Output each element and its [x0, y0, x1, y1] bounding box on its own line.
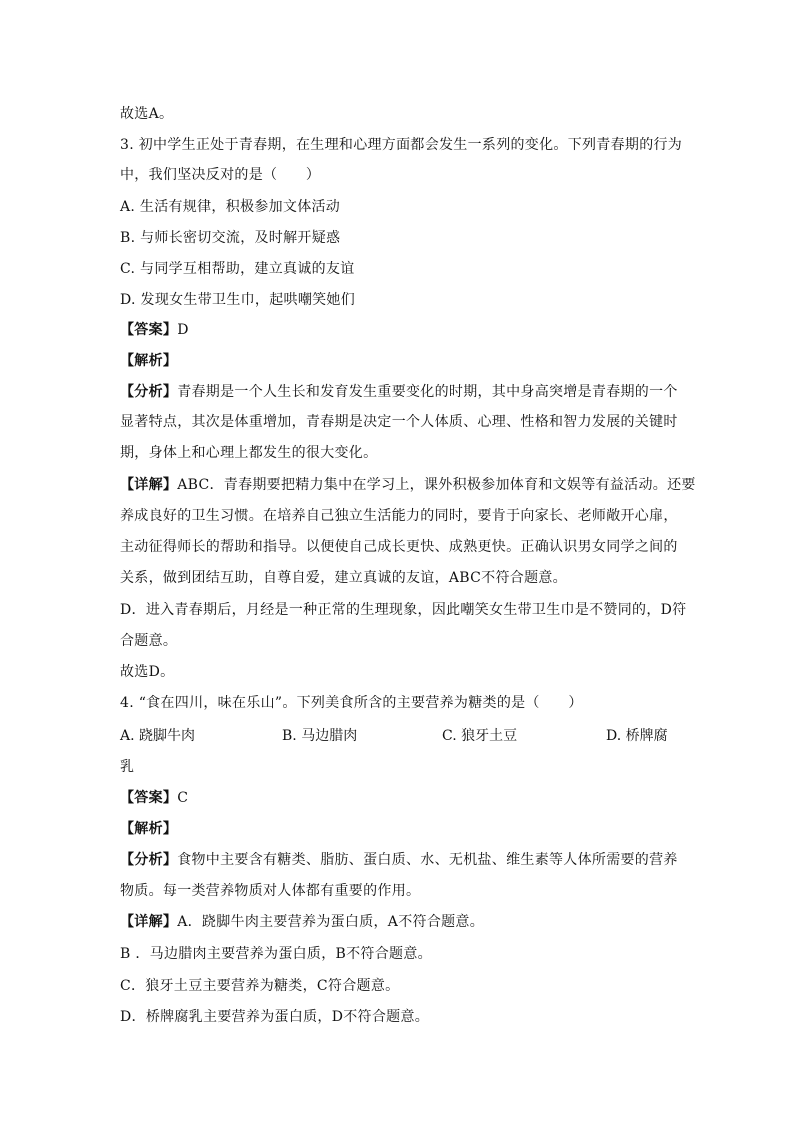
question-4-option-c: C. 狼牙土豆 [442, 728, 518, 744]
question-3-option-c: C. 与同学互相帮助，建立真诚的友谊 [120, 261, 355, 277]
question-3-answer [120, 320, 189, 340]
question-3-detail-line6: 合题意。 [120, 633, 178, 649]
analysis-tag: 【分析】 [120, 384, 178, 400]
question-3-stem-line2: 中，我们坚决反对的是（ ） [120, 167, 321, 183]
question-3-detail-line2: 养成良好的卫生习惯。在培养自己独立生活能力的同时，要肯于向家长、老师敞开心扉， [120, 508, 678, 524]
question-3-option-a: A. 生活有规律，积极参加文体活动 [120, 199, 341, 215]
answer-value: C [177, 790, 189, 806]
conclusion-q2: 故选A。 [120, 106, 174, 122]
detail-text: A．跷脚牛肉主要营养为蛋白质，A不符合题意。 [177, 914, 485, 930]
analysis-text: 食物中主要含有糖类、脂肪、蛋白质、水、无机盐、维生素等人体所需要的营养 [177, 852, 678, 868]
answer-tag: 【答案】 [120, 790, 178, 806]
question-4-detail-line1 [120, 912, 484, 932]
question-3-detail-line3: 主动征得师长的帮助和指导。以便使自己成长更快、成熟更快。正确认识男女同学之间的 [120, 539, 678, 555]
answer-value: D [177, 322, 189, 338]
question-4-stem: 4. “食在四川，味在乐山”。下列美食所含的主要营养为糖类的是（ ） [120, 695, 583, 711]
question-3-stem-line1: 3. 初中学生正处于青春期，在生理和心理方面都会发生一系列的变化。下列青春期的行为 [120, 137, 683, 153]
answer-tag: 【答案】 [120, 322, 178, 338]
question-3-detail-line4: 关系，做到团结互助，自尊自爱，建立真诚的友谊，ABC不符合题意。 [120, 570, 567, 586]
question-3-analysis-line3: 期，身体上和心理上都发生的很大变化。 [120, 445, 378, 461]
question-4-option-b: B. 马边腊肉 [282, 728, 358, 744]
question-4-detail-line3: C．狼牙土豆主要营养为糖类，C符合题意。 [120, 978, 400, 994]
question-4-detail-line2: B ．马边腊肉主要营养为蛋白质，B不符合题意。 [120, 946, 432, 962]
question-3-detail-line1 [120, 475, 696, 495]
analysis-text: 青春期是一个人生长和发育发生重要变化的时期，其中身高突增是青春期的一个 [177, 384, 678, 400]
detail-text: ABC．青春期要把精力集中在学习上，课外积极参加体育和文娱等有益活动。还要 [177, 477, 696, 493]
question-3-analysis-line1 [120, 382, 678, 402]
detail-tag: 【详解】 [120, 477, 178, 493]
question-4-analysis-heading: 【解析】 [120, 821, 178, 837]
question-4-analysis-line2: 物质。每一类营养物质对人体都有重要的作用。 [120, 883, 421, 899]
detail-tag: 【详解】 [120, 914, 178, 930]
question-3-analysis-heading: 【解析】 [120, 353, 178, 369]
question-4-option-d-wrap: 乳 [120, 759, 135, 775]
question-3-option-b: B. 与师长密切交流，及时解开疑惑 [120, 230, 341, 246]
question-3-detail-line5: D．进入青春期后，月经是一种正常的生理现象，因此嘲笑女生带卫生巾是不赞同的，D符 [120, 602, 687, 618]
question-3-analysis-line2: 显著特点，其次是体重增加，青春期是决定一个人体质、心理、性格和智力发展的关键时 [120, 414, 678, 430]
question-3-option-d: D. 发现女生带卫生巾，起哄嘲笑她们 [120, 292, 356, 308]
analysis-tag: 【分析】 [120, 852, 178, 868]
question-4-option-d: D. 桥牌腐 [606, 728, 668, 744]
question-4-answer [120, 788, 188, 808]
question-4-analysis-line1 [120, 850, 678, 870]
question-3-conclusion: 故选D。 [120, 664, 175, 680]
question-4-option-a: A. 跷脚牛肉 [120, 728, 196, 744]
question-4-detail-line4: D．桥牌腐乳主要营养为蛋白质，D不符合题意。 [120, 1009, 430, 1025]
